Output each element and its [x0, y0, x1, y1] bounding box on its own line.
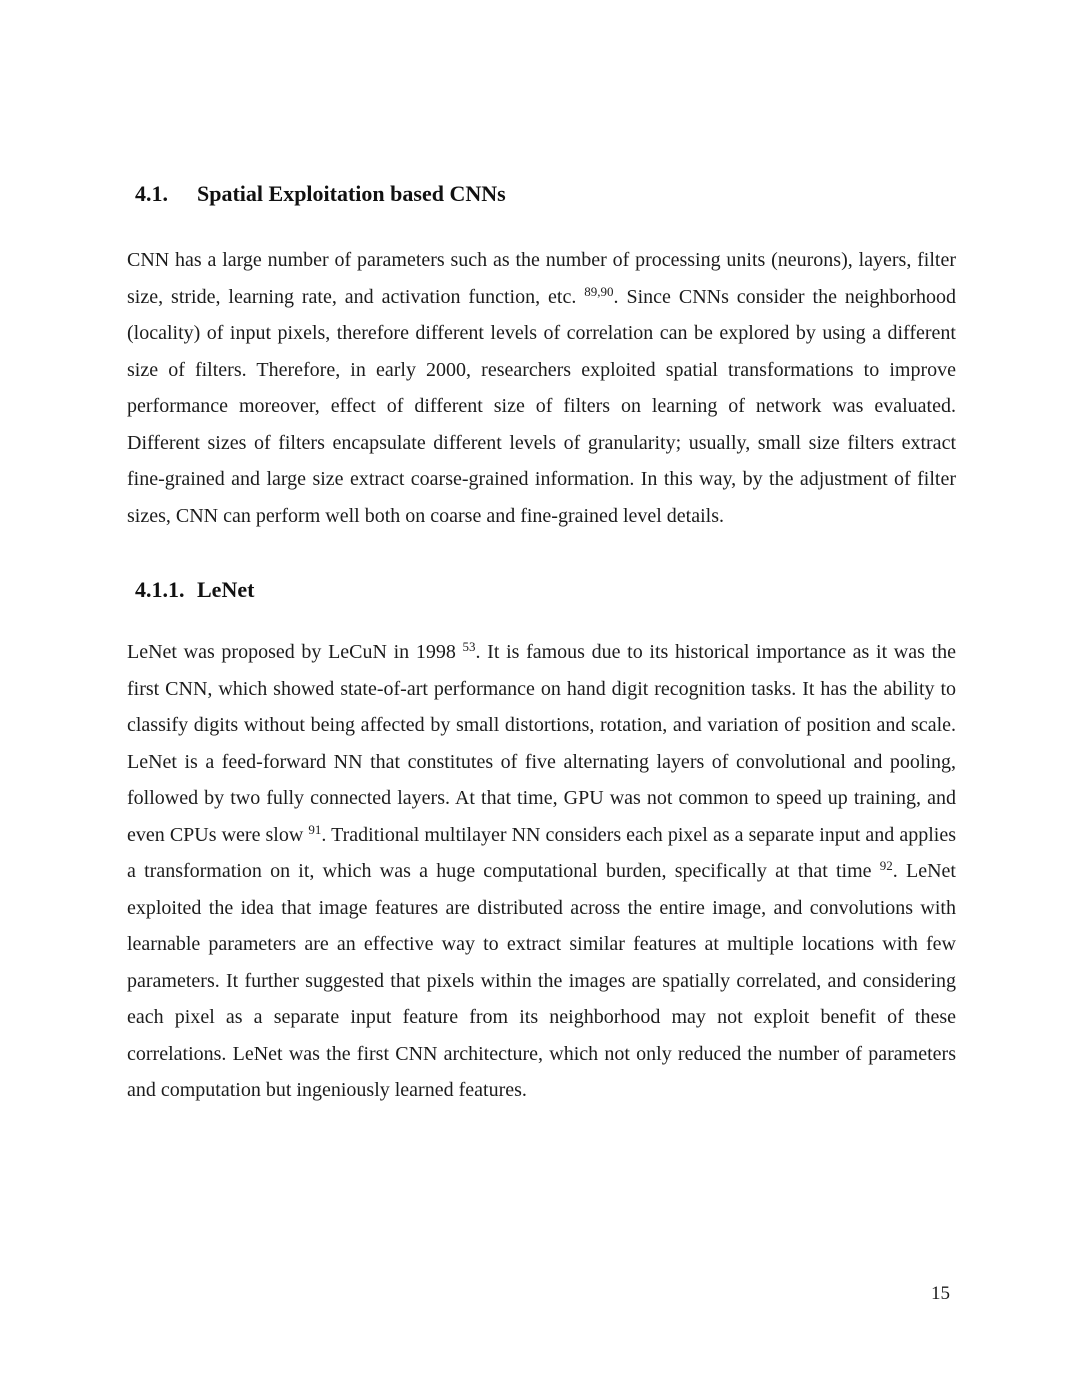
- section-heading-4-1-1: [135, 576, 956, 604]
- section-title: Spatial Exploitation based CNNs: [197, 181, 506, 206]
- paragraph-text: CNN has a large number of parameters such as the number of processing units (neurons), layers, filter size, stride, learning rate, and activation function, etc.: [127, 249, 956, 308]
- citation-superscript: 92: [879, 858, 893, 873]
- paragraph-text: . Traditional multilayer NN considers each pixel as a separate input and applies a transformation on it, which was a huge computational burden, specifically at that time: [127, 823, 956, 882]
- subsection-title: LeNet: [197, 577, 255, 602]
- paragraph-text: LeNet was proposed by LeCuN in 1998: [127, 641, 463, 663]
- paragraph-text: . Since CNNs consider the neighborhood (locality) of input pixels, therefore different levels of correlation can be explored by using a different size of filters. Therefore, in early 2000, researchers exploited spatial transformations to improve performance moreover, effect of different size of filters on learning of network was evaluated. Different sizes of filters encapsulate different levels of granularity; usually, small size filters extract fine-grained and large size extract coarse-grained information. In this way, by the adjustment of filter sizes, CNN can perform well both on coarse and fine-grained level details.: [127, 285, 956, 527]
- subsection-number: 4.1.1.: [135, 577, 185, 602]
- citation-superscript: 53: [462, 639, 476, 654]
- section-number: 4.1.: [135, 181, 168, 206]
- section-paragraph: [127, 242, 956, 534]
- section-heading-4-1: [135, 180, 956, 208]
- paragraph-text: . LeNet exploited the idea that image features are distributed across the entire image, and convolutions with learnable parameters are an effective way to extract similar features at multiple locations with few parameters. It further suggested that pixels within the images are spatially correlated, and considering each pixel as a separate input feature from its neighborhood may not exploit benefit of these correlations. LeNet was the first CNN architecture, which not only reduced the number of parameters and computation but ingeniously learned features.: [127, 860, 956, 1101]
- paragraph-text: . It is famous due to its historical importance as it was the first CNN, which showed state-of-art performance on hand digit recognition tasks. It has the ability to classify digits without being affected by small distortions, rotation, and variation of position and scale. LeNet is a feed-forward NN that constitutes of five alternating layers of convolutional and pooling, followed by two fully connected layers. At that time, GPU was not common to speed up training, and even CPUs were slow: [127, 641, 956, 846]
- citation-superscript: 89,90: [584, 283, 614, 299]
- page-number: 15: [931, 1283, 950, 1304]
- citation-superscript: 91: [308, 821, 322, 837]
- section-paragraph: [127, 634, 956, 1109]
- page-content: [127, 180, 956, 1151]
